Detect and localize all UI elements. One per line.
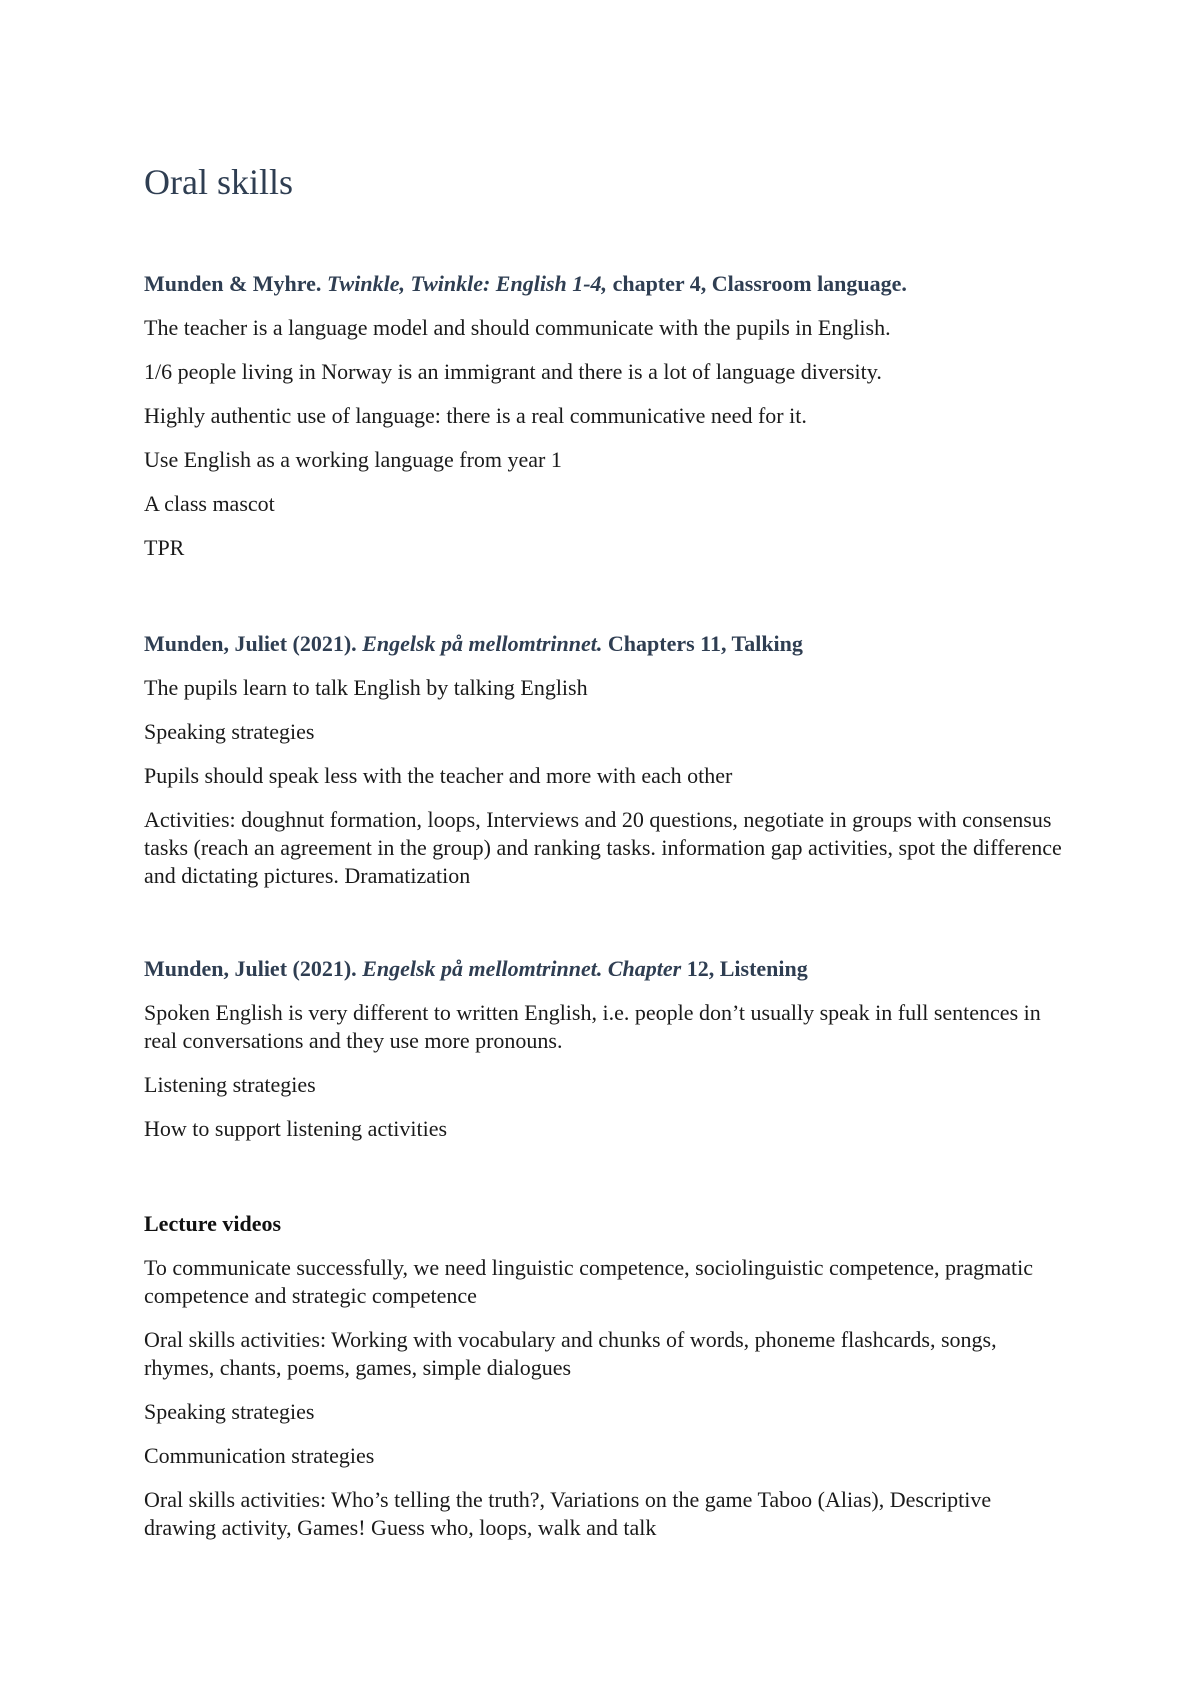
reference-authors: Munden & Myhre.: [144, 271, 322, 296]
paragraph: Speaking strategies: [144, 719, 315, 744]
reference-chapter: Chapters 11, Talking: [607, 631, 803, 656]
reference-chapter: chapter 4, Classroom language.: [612, 271, 907, 296]
paragraph: How to support listening activities: [144, 1116, 448, 1141]
paragraph: Oral skills activities: Working with vocabulary and chunks of words, phoneme flashcards, songs, rhymes, chants, poems, games, simple dialogues: [144, 1327, 997, 1380]
section-talking: [144, 630, 1064, 906]
reference-authors: Munden, Juliet (2021).: [144, 631, 357, 656]
paragraph: A class mascot: [144, 491, 275, 516]
paragraph: The pupils learn to talk English by talking English: [144, 675, 588, 700]
paragraph: Activities: doughnut formation, loops, Interviews and 20 questions, negotiate in groups with consensus tasks (reach an agreement in the group) and ranking tasks. information gap activities, spot the difference and dictating pictures. Dramatization: [144, 807, 1062, 888]
paragraph: Pupils should speak less with the teacher and more with each other: [144, 763, 733, 788]
paragraph: Spoken English is very different to written English, i.e. people don’t usually speak in full sentences in real conversations and they use more pronouns.: [144, 1000, 1041, 1053]
paragraph: TPR: [144, 535, 185, 560]
section-heading: Lecture videos: [144, 1211, 282, 1236]
section-listening: [144, 955, 1064, 1159]
page-title: Oral skills: [144, 162, 293, 202]
reference-heading: [144, 955, 1064, 983]
paragraph: Speaking strategies: [144, 1399, 315, 1424]
paragraph: 1/6 people living in Norway is an immigrant and there is a lot of language diversity.: [144, 359, 882, 384]
paragraph: Oral skills activities: Who’s telling the truth?, Variations on the game Taboo (Alias), Descriptive drawing activity, Games! Guess who, loops, walk and talk: [144, 1487, 992, 1540]
reference-book-title: Engelsk på mellomtrinnet. Chapter: [362, 956, 682, 981]
reference-heading: [144, 270, 1064, 298]
paragraph: To communicate successfully, we need linguistic competence, sociolinguistic competence, pragmatic competence and strategic competence: [144, 1255, 1033, 1308]
reference-book-title: Engelsk på mellomtrinnet.: [362, 631, 603, 656]
paragraph: Communication strategies: [144, 1443, 375, 1468]
paragraph: Listening strategies: [144, 1072, 316, 1097]
reference-chapter: 12, Listening: [686, 956, 808, 981]
reference-heading: [144, 630, 1064, 658]
paragraph: Highly authentic use of language: there is a real communicative need for it.: [144, 403, 807, 428]
paragraph: The teacher is a language model and should communicate with the pupils in English.: [144, 315, 891, 340]
paragraph: Use English as a working language from year 1: [144, 447, 562, 472]
reference-authors: Munden, Juliet (2021).: [144, 956, 357, 981]
section-classroom-language: [144, 270, 1064, 578]
section-lecture-videos: [144, 1210, 1064, 1558]
reference-book-title: Twinkle, Twinkle: English 1-4,: [326, 271, 608, 296]
